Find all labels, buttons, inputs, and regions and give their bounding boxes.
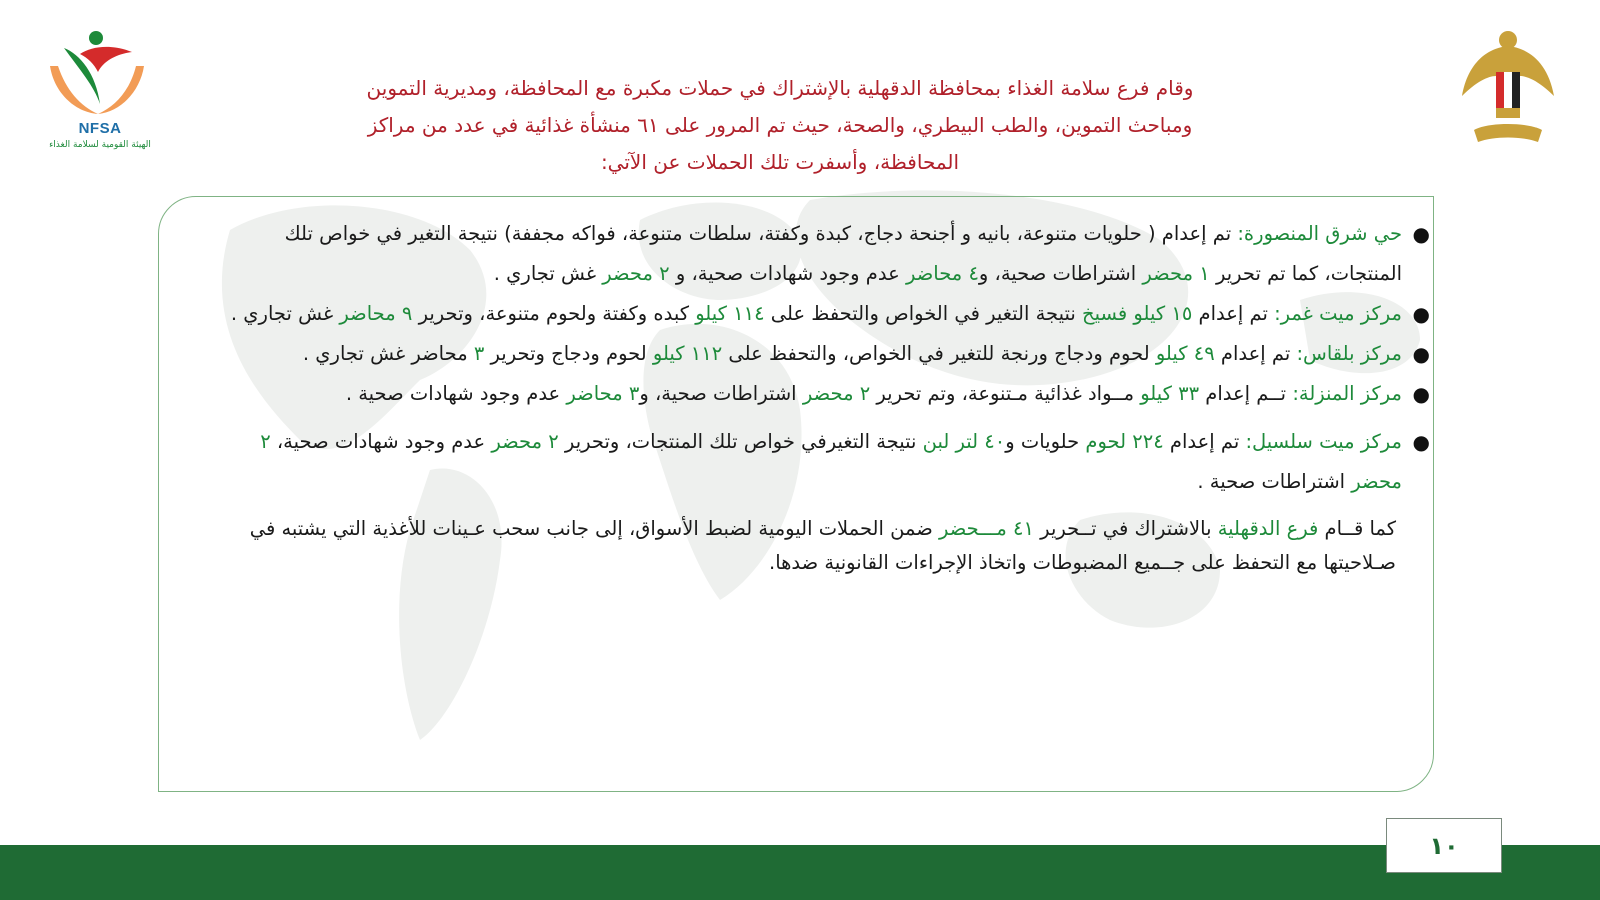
item-text: اشتراطات صحية، و (639, 382, 803, 405)
item-text: تم إعدام (1163, 430, 1246, 453)
item-text: عدم وجود شهادات صحية . (345, 382, 567, 405)
item-text: اشتراطات صحية . (1197, 470, 1352, 493)
item-text: نتيجة التغير في الخواص والتحفظ على (764, 302, 1083, 325)
district-name: مركز ميت سلسيل: (1245, 430, 1402, 453)
item-highlight: ٣ (473, 342, 485, 365)
list-item (218, 294, 1402, 334)
item-highlight: ١ محضر (1142, 262, 1210, 285)
item-text: لحوم ودجاج وتحرير (484, 342, 653, 365)
list-item (218, 422, 1402, 502)
hands-logo-icon (40, 26, 160, 121)
item-text: تم إعدام (1192, 302, 1275, 325)
nfsa-subtitle: الهيئة القومية لسلامة الغذاء (49, 140, 151, 150)
district-name: حي شرق المنصورة: (1237, 222, 1402, 245)
intro-heading (200, 70, 1360, 181)
item-text: تم إعدام ( حلويات متنوعة، بانيه و أجنحة دجاج، كبدة وكفتة، سلطات متنوعة، فواكه مجففة) نتيجة التغير في خواص تلك المنتجات، كما تم تحرير (284, 222, 1402, 285)
district-name: مركز ميت غمر: (1274, 302, 1402, 325)
list-item (218, 374, 1402, 414)
item-text: اشتراطات صحية، و (978, 262, 1143, 285)
nfsa-brand: NFSA (78, 120, 122, 137)
egypt-eagle-emblem (1458, 26, 1558, 151)
closing-text: بالاشتراك في تــحرير (1033, 517, 1218, 540)
item-highlight: ٤٠ لتر لبن (922, 430, 1006, 453)
list-item (218, 214, 1402, 294)
item-highlight: ٤٩ كيلو (1155, 342, 1215, 365)
item-text: لحوم ودجاج ورنجة للتغير في الخواص، والتحفظ على (722, 342, 1156, 365)
closing-text: ضمن الحملات اليومية لضبط الأسواق، إلى جانب سحب عـينات للأغذية التي يشتبه في صـلاحيتها مع التحفظ على جــميع المضبوطات واتخاذ الإجراءات القانونية ضدها. (249, 517, 1396, 574)
intro-line-3: المحافظة، وأسفرت تلك الحملات عن الآتي: (600, 150, 960, 174)
intro-line-1: وقام فرع سلامة الغذاء بمحافظة الدقهلية بالإشتراك في حملات مكبرة مع المحافظة، ومديرية التموين (366, 76, 1194, 100)
closing-paragraph (218, 512, 1402, 580)
district-name: مركز المنزلة: (1292, 382, 1402, 405)
item-text: تــم إعدام (1199, 382, 1293, 405)
closing-text: كما قــام (1318, 517, 1396, 540)
item-highlight: ١١٤ كيلو (695, 302, 765, 325)
item-text: تم إعدام (1214, 342, 1297, 365)
nfsa-logo (40, 26, 160, 161)
item-highlight: ٢٢٤ لحوم (1085, 430, 1164, 453)
district-name: مركز بلقاس: (1296, 342, 1402, 365)
eagle-icon (1458, 26, 1558, 151)
item-highlight: ٢ محضر (602, 262, 670, 285)
campaign-results (218, 214, 1402, 580)
item-highlight: ٤ محاضر (905, 262, 979, 285)
item-text: حلويات و (1005, 430, 1086, 453)
item-highlight: ٣٣ كيلو (1140, 382, 1200, 405)
item-text: نتيجة التغيرفي خواص تلك المنتجات، وتحرير (558, 430, 923, 453)
item-text: غش تجاري . (493, 262, 603, 285)
intro-line-2: ومباحث التموين، والطب البيطري، والصحة، حيث تم المرور على ٦١ منشأة غذائية في عدد من مراكز (367, 113, 1193, 137)
item-highlight: ٣ محاضر (566, 382, 640, 405)
item-text: غش تجاري . (230, 302, 340, 325)
item-text: كبده وكفتة ولحوم متنوعة، وتحرير (412, 302, 696, 325)
item-highlight: ٩ محاضر (339, 302, 413, 325)
item-text: عدم وجود شهادات صحية، و (669, 262, 906, 285)
item-highlight: ١٥ كيلو فسيخ (1082, 302, 1193, 325)
footer-bar (0, 845, 1600, 900)
item-highlight: ٢ محضر (260, 430, 1402, 493)
item-highlight: ٢ محضر (491, 430, 559, 453)
item-text: محاضر غش تجاري . (302, 342, 474, 365)
closing-highlight: فرع الدقهلية (1217, 517, 1319, 540)
item-highlight: ٢ محضر (802, 382, 871, 405)
page-number: ١٠ (1386, 818, 1502, 873)
list-item (218, 334, 1402, 374)
closing-highlight: ٤١ مـــحضر (938, 517, 1034, 540)
item-text: عدم وجود شهادات صحية، (270, 430, 492, 453)
item-highlight: ١١٢ كيلو (652, 342, 723, 365)
item-text: مــواد غذائية مـتنوعة، وتم تحرير (870, 382, 1141, 405)
spacer (218, 414, 1402, 422)
